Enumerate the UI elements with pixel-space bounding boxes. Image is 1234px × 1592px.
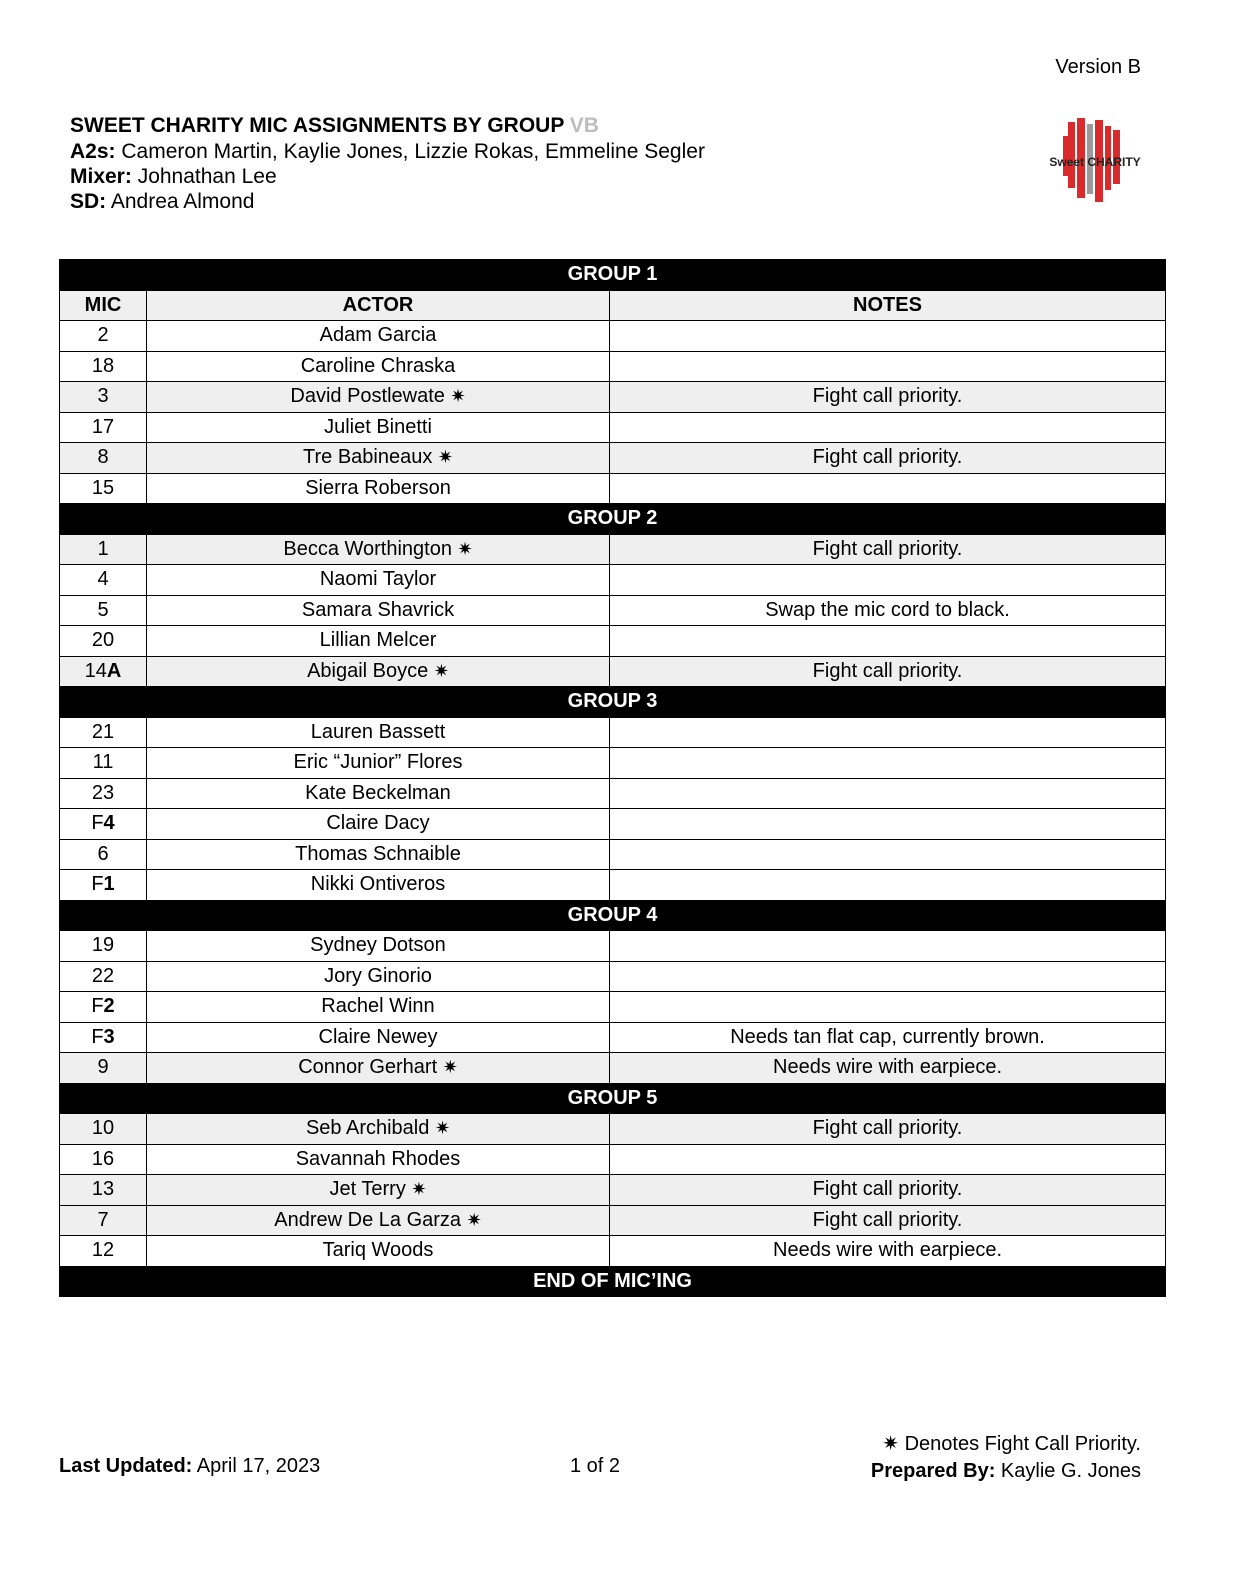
fight-call-star-icon: ✷ (442, 1057, 458, 1078)
actor-name: Samara Shavrick (301, 598, 455, 621)
notes-cell: Needs tan flat cap, currently brown. (610, 1022, 1166, 1053)
group-header-row (60, 504, 1166, 535)
end-row (60, 1266, 1166, 1297)
table-row (60, 748, 1166, 779)
actor-name: Claire Newey (318, 1025, 438, 1048)
notes-cell (610, 839, 1166, 870)
notes-cell (610, 778, 1166, 809)
mic-number: 10 (91, 1117, 115, 1140)
notes-cell (610, 961, 1166, 992)
actor-cell (147, 1236, 610, 1267)
version-label: Version B (1055, 56, 1141, 78)
fight-call-star-icon: ✷ (437, 447, 453, 468)
table-row (60, 382, 1166, 413)
table-row (60, 809, 1166, 840)
actor-name: Tre Babineaux (303, 446, 433, 469)
mic-cell (60, 1022, 147, 1053)
sd-value: Andrea Almond (110, 190, 255, 213)
fight-call-star-icon: ✷ (457, 538, 473, 559)
mic-number: F (91, 1025, 104, 1048)
actor-name: David Postlewate (290, 385, 445, 408)
mic-number: 12 (91, 1239, 115, 1262)
actor-name: Nikki Ontiveros (310, 873, 446, 896)
mic-number: F (91, 873, 104, 896)
notes-cell (610, 565, 1166, 596)
actor-name: Sierra Roberson (305, 476, 451, 499)
star-legend: ✷ Denotes Fight Call Priority. (882, 1433, 1141, 1455)
notes-cell (610, 992, 1166, 1023)
notes-cell: Fight call priority. (610, 1205, 1166, 1236)
prepared-by-value: Kaylie G. Jones (1000, 1460, 1141, 1482)
group-header-row (60, 260, 1166, 291)
mic-number: 22 (91, 964, 115, 987)
actor-name: Tariq Woods (322, 1239, 434, 1262)
last-updated (59, 1455, 320, 1478)
mic-cell (60, 595, 147, 626)
a2s-label: A2s: (70, 140, 116, 163)
actor-cell (147, 839, 610, 870)
actor-cell (147, 778, 610, 809)
actor-cell (147, 351, 610, 382)
title-suffix: VB (569, 114, 599, 137)
actor-name: Savannah Rhodes (295, 1147, 461, 1170)
actor-cell (147, 626, 610, 657)
mic-cell (60, 717, 147, 748)
mic-number: 19 (91, 934, 115, 957)
mic-number: 20 (91, 629, 115, 652)
group-header-row (60, 687, 1166, 718)
mic-cell (60, 321, 147, 352)
group-header-row (60, 1083, 1166, 1114)
mic-cell (60, 534, 147, 565)
notes-cell: Needs wire with earpiece. (610, 1053, 1166, 1084)
mic-cell (60, 870, 147, 901)
table-row (60, 1053, 1166, 1084)
mic-cell (60, 1175, 147, 1206)
actor-cell (147, 473, 610, 504)
actor-cell (147, 412, 610, 443)
fight-call-star-icon: ✷ (433, 660, 449, 681)
mic-assignments-table (59, 259, 1166, 1297)
mic-cell (60, 1114, 147, 1145)
table-row (60, 1144, 1166, 1175)
mic-number: 16 (91, 1147, 115, 1170)
mic-number: 13 (91, 1178, 115, 1201)
actor-name: Lauren Bassett (310, 720, 446, 743)
table-row (60, 1022, 1166, 1053)
notes-cell (610, 626, 1166, 657)
actor-name: Lillian Melcer (319, 629, 437, 652)
actor-cell (147, 870, 610, 901)
mic-cell (60, 443, 147, 474)
actor-cell (147, 534, 610, 565)
mic-number: 1 (97, 537, 109, 560)
actor-cell (147, 595, 610, 626)
actor-name: Jet Terry (329, 1178, 406, 1201)
notes-cell: Fight call priority. (610, 534, 1166, 565)
mic-cell (60, 656, 147, 687)
table-row (60, 778, 1166, 809)
actor-name: Jory Ginorio (324, 964, 432, 987)
actor-cell (147, 321, 610, 352)
mic-cell (60, 351, 147, 382)
notes-cell: Fight call priority. (610, 656, 1166, 687)
notes-cell: Swap the mic cord to black. (610, 595, 1166, 626)
notes-cell (610, 870, 1166, 901)
mic-number: 3 (97, 385, 109, 408)
table-row (60, 931, 1166, 962)
mic-number: 4 (97, 568, 109, 591)
mic-cell (60, 626, 147, 657)
mic-cell (60, 412, 147, 443)
end-label: END OF MIC’ING (60, 1266, 1166, 1297)
mic-number: 23 (91, 781, 115, 804)
group-title: GROUP 2 (60, 504, 1166, 535)
mic-suffix: 3 (103, 1025, 115, 1048)
notes-cell (610, 321, 1166, 352)
mic-number: F (91, 995, 104, 1018)
mic-number: 15 (91, 476, 115, 499)
mic-number: 8 (97, 446, 109, 469)
actor-cell (147, 961, 610, 992)
mic-suffix: 1 (103, 873, 115, 896)
notes-cell: Fight call priority. (610, 382, 1166, 413)
mic-cell (60, 1205, 147, 1236)
notes-cell: Needs wire with earpiece. (610, 1236, 1166, 1267)
prepared-by (871, 1458, 1141, 1485)
mic-cell (60, 1144, 147, 1175)
mic-cell (60, 992, 147, 1023)
table-row (60, 1175, 1166, 1206)
table-row (60, 443, 1166, 474)
table-row (60, 1205, 1166, 1236)
notes-cell (610, 748, 1166, 779)
actor-cell (147, 1022, 610, 1053)
notes-cell: Fight call priority. (610, 1114, 1166, 1145)
actor-cell (147, 931, 610, 962)
actor-cell (147, 1144, 610, 1175)
mic-cell (60, 382, 147, 413)
logo-text: Sweet CHARITY (1049, 155, 1141, 169)
mic-suffix: 2 (103, 995, 115, 1018)
actor-cell (147, 382, 610, 413)
a2s-line (70, 139, 705, 164)
actor-name: Adam Garcia (319, 324, 437, 347)
actor-name: Rachel Winn (321, 995, 435, 1018)
actor-cell (147, 1053, 610, 1084)
mic-number: 21 (91, 720, 115, 743)
mic-number: 6 (97, 842, 109, 865)
actor-name: Caroline Chraska (300, 354, 456, 377)
fight-call-star-icon: ✷ (450, 386, 466, 407)
column-header-actor: ACTOR (147, 290, 610, 321)
actor-cell (147, 748, 610, 779)
notes-cell (610, 717, 1166, 748)
table-row (60, 321, 1166, 352)
prepared-by-label: Prepared By: (870, 1460, 996, 1482)
actor-name: Kate Beckelman (305, 781, 451, 804)
title-text: SWEET CHARITY MIC ASSIGNMENTS BY GROUP (70, 114, 564, 137)
mic-number: 17 (91, 415, 115, 438)
mic-cell (60, 809, 147, 840)
table-row (60, 961, 1166, 992)
actor-cell (147, 656, 610, 687)
actor-cell (147, 1205, 610, 1236)
notes-cell: Fight call priority. (610, 1175, 1166, 1206)
table-row (60, 565, 1166, 596)
fight-call-star-icon: ✷ (466, 1209, 482, 1230)
actor-name: Claire Dacy (326, 812, 430, 835)
mic-number: 2 (97, 324, 109, 347)
fight-call-star-icon: ✷ (434, 1118, 451, 1139)
mic-number: 14 (84, 659, 107, 682)
mixer-value: Johnathan Lee (137, 165, 277, 188)
mic-number: 11 (92, 751, 114, 774)
mic-number: 5 (97, 598, 109, 621)
actor-cell (147, 717, 610, 748)
actor-cell (147, 992, 610, 1023)
column-header-mic: MIC (60, 290, 147, 321)
mic-cell (60, 1236, 147, 1267)
mic-cell (60, 565, 147, 596)
actor-name: Thomas Schnaible (295, 842, 461, 865)
mic-number: 18 (91, 354, 115, 377)
mixer-label: Mixer: (70, 165, 132, 188)
group-title: GROUP 5 (60, 1083, 1166, 1114)
notes-cell (610, 412, 1166, 443)
notes-cell (610, 473, 1166, 504)
table-row (60, 534, 1166, 565)
actor-cell (147, 443, 610, 474)
actor-cell (147, 809, 610, 840)
fight-call-star-icon: ✷ (411, 1179, 427, 1200)
last-updated-label: Last Updated: (59, 1455, 193, 1477)
notes-cell (610, 351, 1166, 382)
table-row (60, 870, 1166, 901)
mic-number: 7 (97, 1208, 109, 1231)
table-row (60, 1114, 1166, 1145)
table-row (60, 839, 1166, 870)
last-updated-value: April 17, 2023 (196, 1455, 321, 1477)
mic-cell (60, 961, 147, 992)
document-header (70, 113, 705, 214)
a2s-value: Cameron Martin, Kaylie Jones, Lizzie Rokas, Emmeline Segler (121, 140, 705, 163)
mic-suffix: A (106, 659, 122, 682)
table-row (60, 351, 1166, 382)
group-title: GROUP 1 (60, 260, 1166, 291)
mic-cell (60, 748, 147, 779)
actor-name: Becca Worthington (283, 537, 452, 560)
mic-cell (60, 839, 147, 870)
actor-name: Andrew De La Garza (274, 1208, 462, 1231)
actor-name: Seb Archibald (305, 1117, 430, 1140)
column-header-row (60, 290, 1166, 321)
group-title: GROUP 3 (60, 687, 1166, 718)
notes-cell (610, 931, 1166, 962)
mic-number: F (91, 812, 104, 835)
table-row (60, 412, 1166, 443)
mic-number: 9 (97, 1056, 109, 1079)
mic-cell (60, 931, 147, 962)
actor-cell (147, 1114, 610, 1145)
table-row (60, 992, 1166, 1023)
mic-cell (60, 1053, 147, 1084)
actor-name: Juliet Binetti (324, 415, 432, 438)
mic-cell (60, 778, 147, 809)
group-header-row (60, 900, 1166, 931)
actor-name: Eric “Junior” Flores (293, 751, 463, 774)
sd-line (70, 189, 705, 214)
sweet-charity-logo (1049, 116, 1141, 202)
footer-legend-block (871, 1431, 1141, 1485)
table-row (60, 595, 1166, 626)
page-title (70, 113, 705, 139)
sd-label: SD: (70, 190, 107, 213)
group-title: GROUP 4 (60, 900, 1166, 931)
mic-cell (60, 473, 147, 504)
actor-name: Naomi Taylor (319, 568, 437, 591)
table-row (60, 626, 1166, 657)
notes-cell (610, 809, 1166, 840)
column-header-notes: NOTES (610, 290, 1166, 321)
notes-cell (610, 1144, 1166, 1175)
actor-cell (147, 565, 610, 596)
mic-suffix: 4 (103, 812, 115, 835)
notes-cell: Fight call priority. (610, 443, 1166, 474)
actor-cell (147, 1175, 610, 1206)
actor-name: Sydney Dotson (310, 934, 446, 957)
actor-name: Abigail Boyce (307, 659, 429, 682)
actor-name: Connor Gerhart (298, 1056, 438, 1079)
page-number: 1 of 2 (570, 1455, 621, 1477)
table-row (60, 656, 1166, 687)
mixer-line (70, 164, 705, 189)
table-row (60, 473, 1166, 504)
table-row (60, 1236, 1166, 1267)
table-row (60, 717, 1166, 748)
